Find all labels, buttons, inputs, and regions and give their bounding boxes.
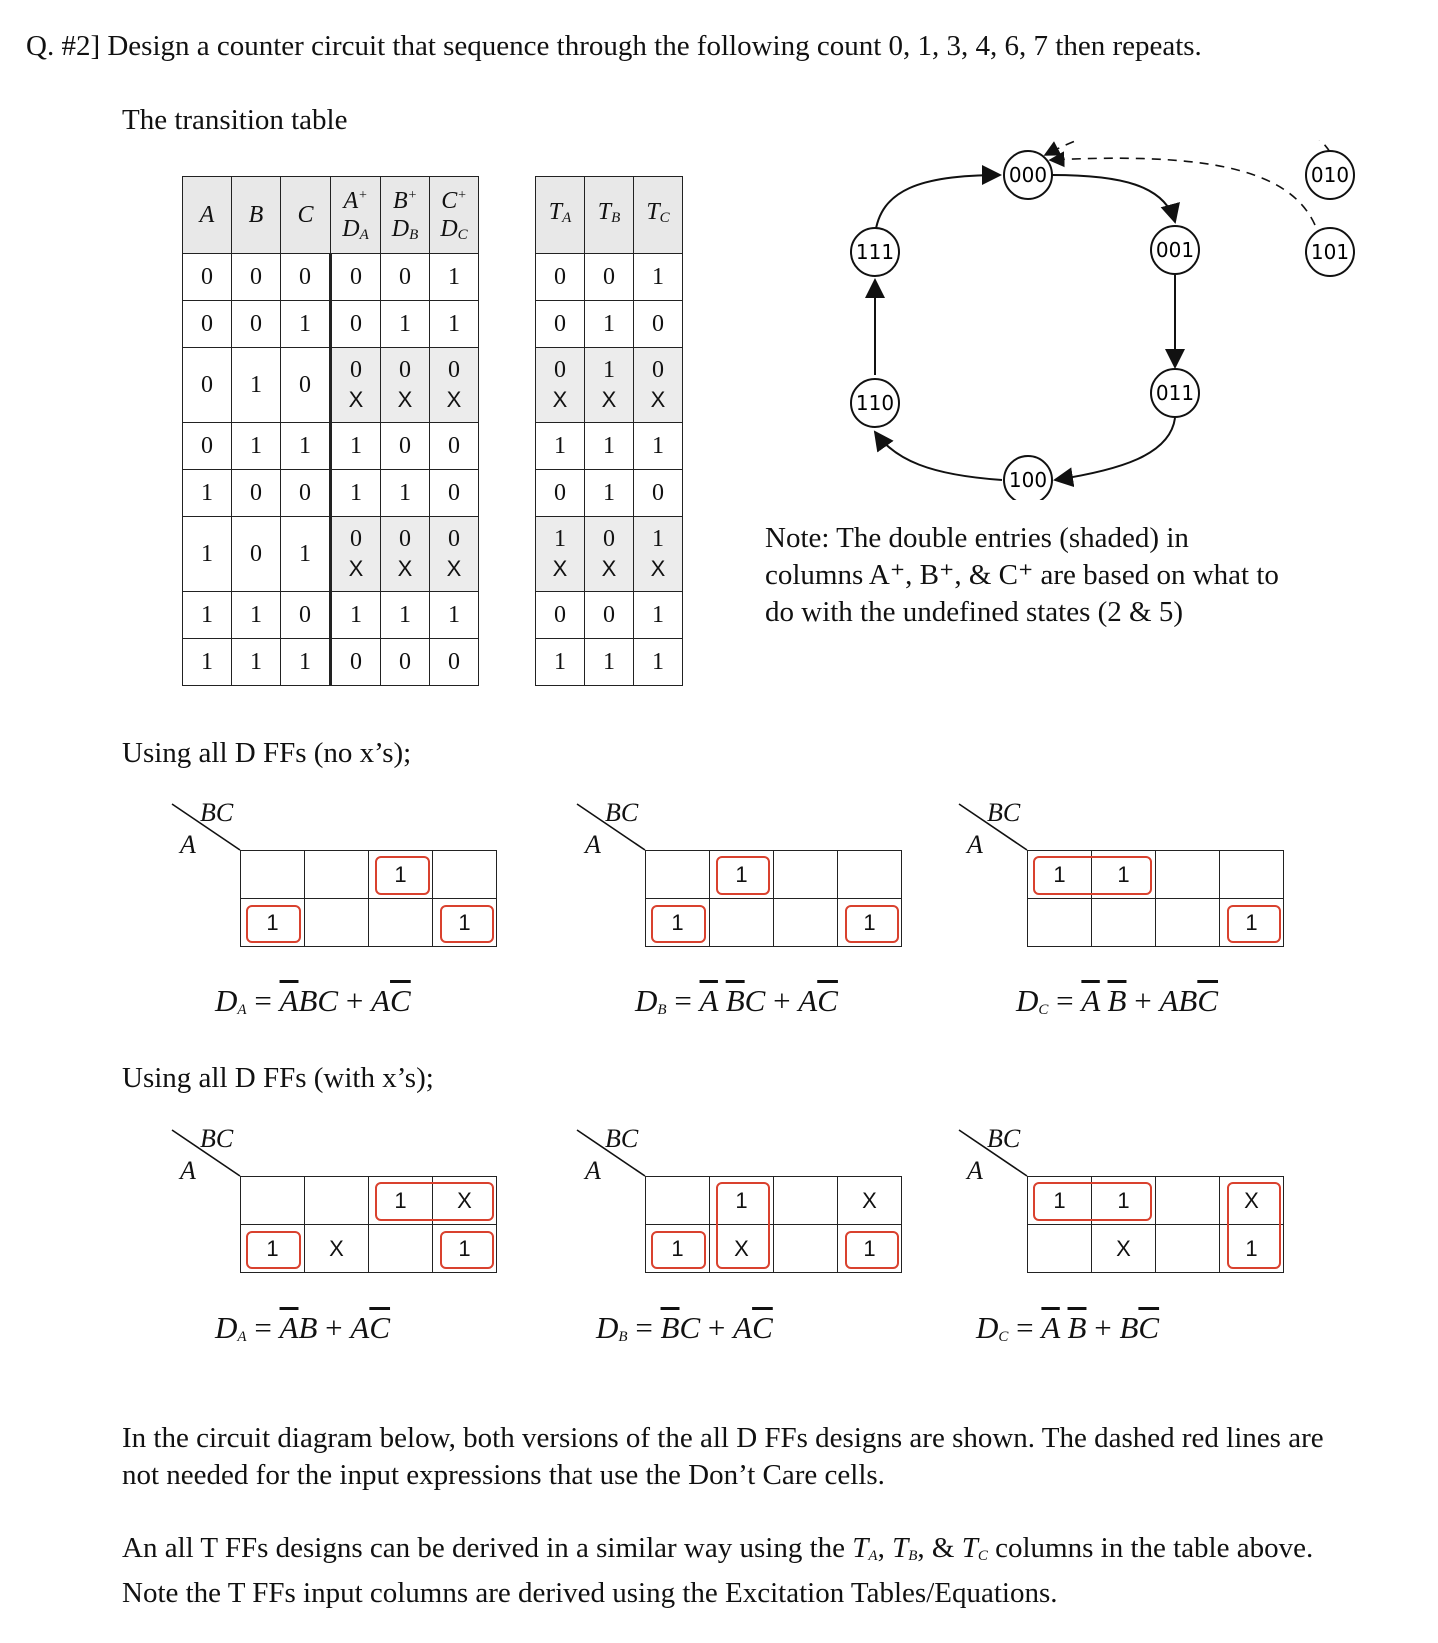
kmap-cell: 1 <box>838 899 902 947</box>
kmap-cell <box>1092 899 1156 947</box>
kmap-cell: 1 <box>1028 1177 1092 1225</box>
eq-db-x: $D_B = \overline{B}C + A\overline{C}$ <box>596 1310 773 1345</box>
kmap-bc-label: BC <box>987 798 1021 827</box>
state-101 <box>1306 228 1354 276</box>
kmap-cell: 1 <box>646 899 710 947</box>
kmap-bc-label: BC <box>200 1124 234 1153</box>
kmap-cell: 1 <box>369 1177 433 1225</box>
table-row: 1 0 1 0 X 0 X 0 X <box>183 517 479 592</box>
kmap-cell: 1 <box>710 851 774 899</box>
kmap-cell: 1 <box>433 1225 497 1273</box>
kmap-cell <box>774 899 838 947</box>
kmap-a-label: A <box>180 830 196 859</box>
edge-101-000 <box>1050 158 1315 225</box>
transition-table: A B C A+ $D_A$ B+ $D_B$ C+ $D_C$ 0 0 0 0 0 1 0 0 1 0 1 1 0 1 0 0 X 0 X 0 X 0 1 1 1 0 0 1 0 0 1 1 0 1 0 1 0 X 0 X 0 X 1 1 0 1 1 1 1 1 1 0 0 0 <box>182 176 479 686</box>
eq-dc-x: $D_C = \overline{A}$ $\overline{B} + B\overline{C}$ <box>976 1310 1160 1345</box>
kmap-group-loop <box>246 905 301 944</box>
table-row: 0 1 0 0 X 0 X 0 X <box>183 348 479 423</box>
table-row: 1 X 0 X 1 X <box>536 517 683 592</box>
kmap-cell <box>1156 1177 1220 1225</box>
svg-text:100: 100 <box>1008 468 1048 492</box>
edge-010-000 <box>1045 140 1330 155</box>
kmap-cell <box>1156 851 1220 899</box>
state-001 <box>1151 226 1199 274</box>
kmap-cell: 1 <box>838 1225 902 1273</box>
kmap-cell: 1 <box>433 899 497 947</box>
svg-text:000: 000 <box>1008 163 1048 187</box>
table-row: 0 1 0 <box>536 301 683 348</box>
kmap-cell: X <box>305 1225 369 1273</box>
kmap-cell: 1 <box>241 899 305 947</box>
section-no-x-title: Using all D FFs (no x’s); <box>122 737 412 769</box>
kmap-group-loop <box>1227 905 1282 944</box>
kmap-cell <box>305 1177 369 1225</box>
kmap-group-loop <box>716 856 771 895</box>
kmap-group-loop <box>651 905 706 944</box>
table-row: 1 1 1 0 0 0 <box>183 639 479 686</box>
kmap-group-loop <box>440 905 495 944</box>
kmap-cell: 1 <box>241 1225 305 1273</box>
note-text: Note: The double entries (shaded) in columns A⁺, B⁺, & C⁺ are based on what to do with the undefined states (2 & 5) <box>765 522 1279 628</box>
kmap-a-label: A <box>585 830 601 859</box>
edge-100-110 <box>875 432 1002 480</box>
kmap-cell: 1 <box>1092 1177 1156 1225</box>
kmap-cell: 1 <box>710 1177 774 1225</box>
kmap-group-loop <box>375 1182 494 1221</box>
kmap-bc-label: BC <box>605 798 639 827</box>
state-100 <box>1004 456 1052 500</box>
kmap-group-loop <box>651 1231 706 1270</box>
kmap-cell: X <box>838 1177 902 1225</box>
kmap-group-loop <box>1227 1182 1282 1269</box>
kmap-group-loop <box>1033 1182 1152 1221</box>
kmap-cell <box>1028 1225 1092 1273</box>
kmap-a-label: A <box>967 830 983 859</box>
section-with-x-title: Using all D FFs (with x’s); <box>122 1062 434 1094</box>
kmap-cell <box>241 851 305 899</box>
kmap-cell <box>241 1177 305 1225</box>
svg-text:001: 001 <box>1155 238 1195 262</box>
kmap-cell: 1 <box>369 851 433 899</box>
table-row: 0 0 1 <box>536 254 683 301</box>
table-row: 1 0 0 1 1 0 <box>183 470 479 517</box>
kmap-bc-label: BC <box>200 798 234 827</box>
eq-dc-nox: $D_C = \overline{A}$ $\overline{B} + AB\overline{C}$ <box>1016 983 1219 1018</box>
kmap-a-label: A <box>967 1156 983 1185</box>
circuit-paragraph: In the circuit diagram below, both versions of the all D FFs designs are shown. The dashed red lines are not needed for the input expressions that use the Don’t Care cells. <box>122 1422 1324 1491</box>
kmap-cell <box>774 1225 838 1273</box>
kmap-cell <box>305 851 369 899</box>
kmap-cell: X <box>1092 1225 1156 1273</box>
kmap-cell <box>369 1225 433 1273</box>
kmap-a-label: A <box>585 1156 601 1185</box>
svg-text:111: 111 <box>855 240 895 264</box>
kmap-cell <box>774 1177 838 1225</box>
kmap-cell <box>1156 1225 1220 1273</box>
kmap-a-label: A <box>180 1156 196 1185</box>
svg-text:010: 010 <box>1310 163 1350 187</box>
edge-111-000 <box>875 175 1000 235</box>
kmap-cell: 1 <box>1028 851 1092 899</box>
table-row: 0 X 1 X 0 X <box>536 348 683 423</box>
table-row: 0 0 0 0 0 1 <box>183 254 479 301</box>
kmap-cell: 1 <box>1220 1225 1284 1273</box>
kmap-cell <box>838 851 902 899</box>
state-111 <box>851 228 899 276</box>
kmap-cell: X <box>710 1225 774 1273</box>
table-title: The transition table <box>122 104 348 136</box>
table-row: 0 1 1 1 0 0 <box>183 423 479 470</box>
kmap-cell <box>774 851 838 899</box>
state-010 <box>1306 151 1354 199</box>
svg-text:101: 101 <box>1310 240 1350 264</box>
kmap-bc-label: BC <box>605 1124 639 1153</box>
eq-da-x: $D_A = \overline{A}B + A\overline{C}$ <box>215 1310 391 1345</box>
kmap-group-loop <box>845 1231 900 1270</box>
kmap-cell <box>710 899 774 947</box>
kmap-cell <box>305 899 369 947</box>
edge-000-001 <box>1052 175 1175 222</box>
svg-text:011: 011 <box>1155 381 1195 405</box>
kmap-cell <box>1156 899 1220 947</box>
kmap-cell <box>433 851 497 899</box>
kmap-cell: X <box>433 1177 497 1225</box>
kmap-bc-label: BC <box>987 1124 1021 1153</box>
kmap-group-loop <box>716 1182 771 1269</box>
kmap-cell <box>1028 899 1092 947</box>
question-title: Q. #2] Design a counter circuit that sequence through the following count 0, 1, 3, 4, 6, 7 then repeats. <box>26 30 1202 62</box>
edge-011-100 <box>1055 418 1175 480</box>
table-row: 1 1 1 <box>536 639 683 686</box>
state-011 <box>1151 369 1199 417</box>
kmap-cell: X <box>1220 1177 1284 1225</box>
kmap-group-loop <box>440 1231 495 1270</box>
kmap-group-loop <box>1033 856 1152 895</box>
table-row: 1 1 1 <box>536 423 683 470</box>
eq-da-nox: $D_A = \overline{A}BC + A\overline{C}$ <box>215 983 411 1018</box>
kmap-cell <box>1220 851 1284 899</box>
kmap-cell <box>646 1177 710 1225</box>
t-columns-table: $T_A$ $T_B$ $T_C$ 0 0 1 0 1 0 0 X 1 X 0 X 1 1 1 0 1 0 1 X 0 X 1 X 0 0 1 1 1 1 <box>535 176 683 686</box>
table-row: 1 1 0 1 1 1 <box>183 592 479 639</box>
table-row: 0 0 1 <box>536 592 683 639</box>
kmap-cell: 1 <box>646 1225 710 1273</box>
state-110 <box>851 379 899 427</box>
kmap-group-loop <box>246 1231 301 1270</box>
eq-db-nox: $D_B = \overline{A}$ $\overline{B}C + A\overline{C}$ <box>635 983 838 1018</box>
state-diagram <box>820 140 1360 500</box>
kmap-cell: 1 <box>1220 899 1284 947</box>
t-ff-paragraph: An all T FFs designs can be derived in a similar way using the $T_A$, $T_B$, & $T_C$ columns in the table above. Note the T FFs input columns are derived using the Excitation Tables/Equations. <box>122 1532 1321 1609</box>
table-row: 0 1 0 <box>536 470 683 517</box>
kmap-cell <box>646 851 710 899</box>
kmap-cell: 1 <box>1092 851 1156 899</box>
table-row: 0 0 1 0 1 1 <box>183 301 479 348</box>
kmap-group-loop <box>845 905 900 944</box>
kmap-group-loop <box>375 856 430 895</box>
kmap-cell <box>369 899 433 947</box>
svg-text:110: 110 <box>855 391 895 415</box>
state-000 <box>1004 151 1052 199</box>
